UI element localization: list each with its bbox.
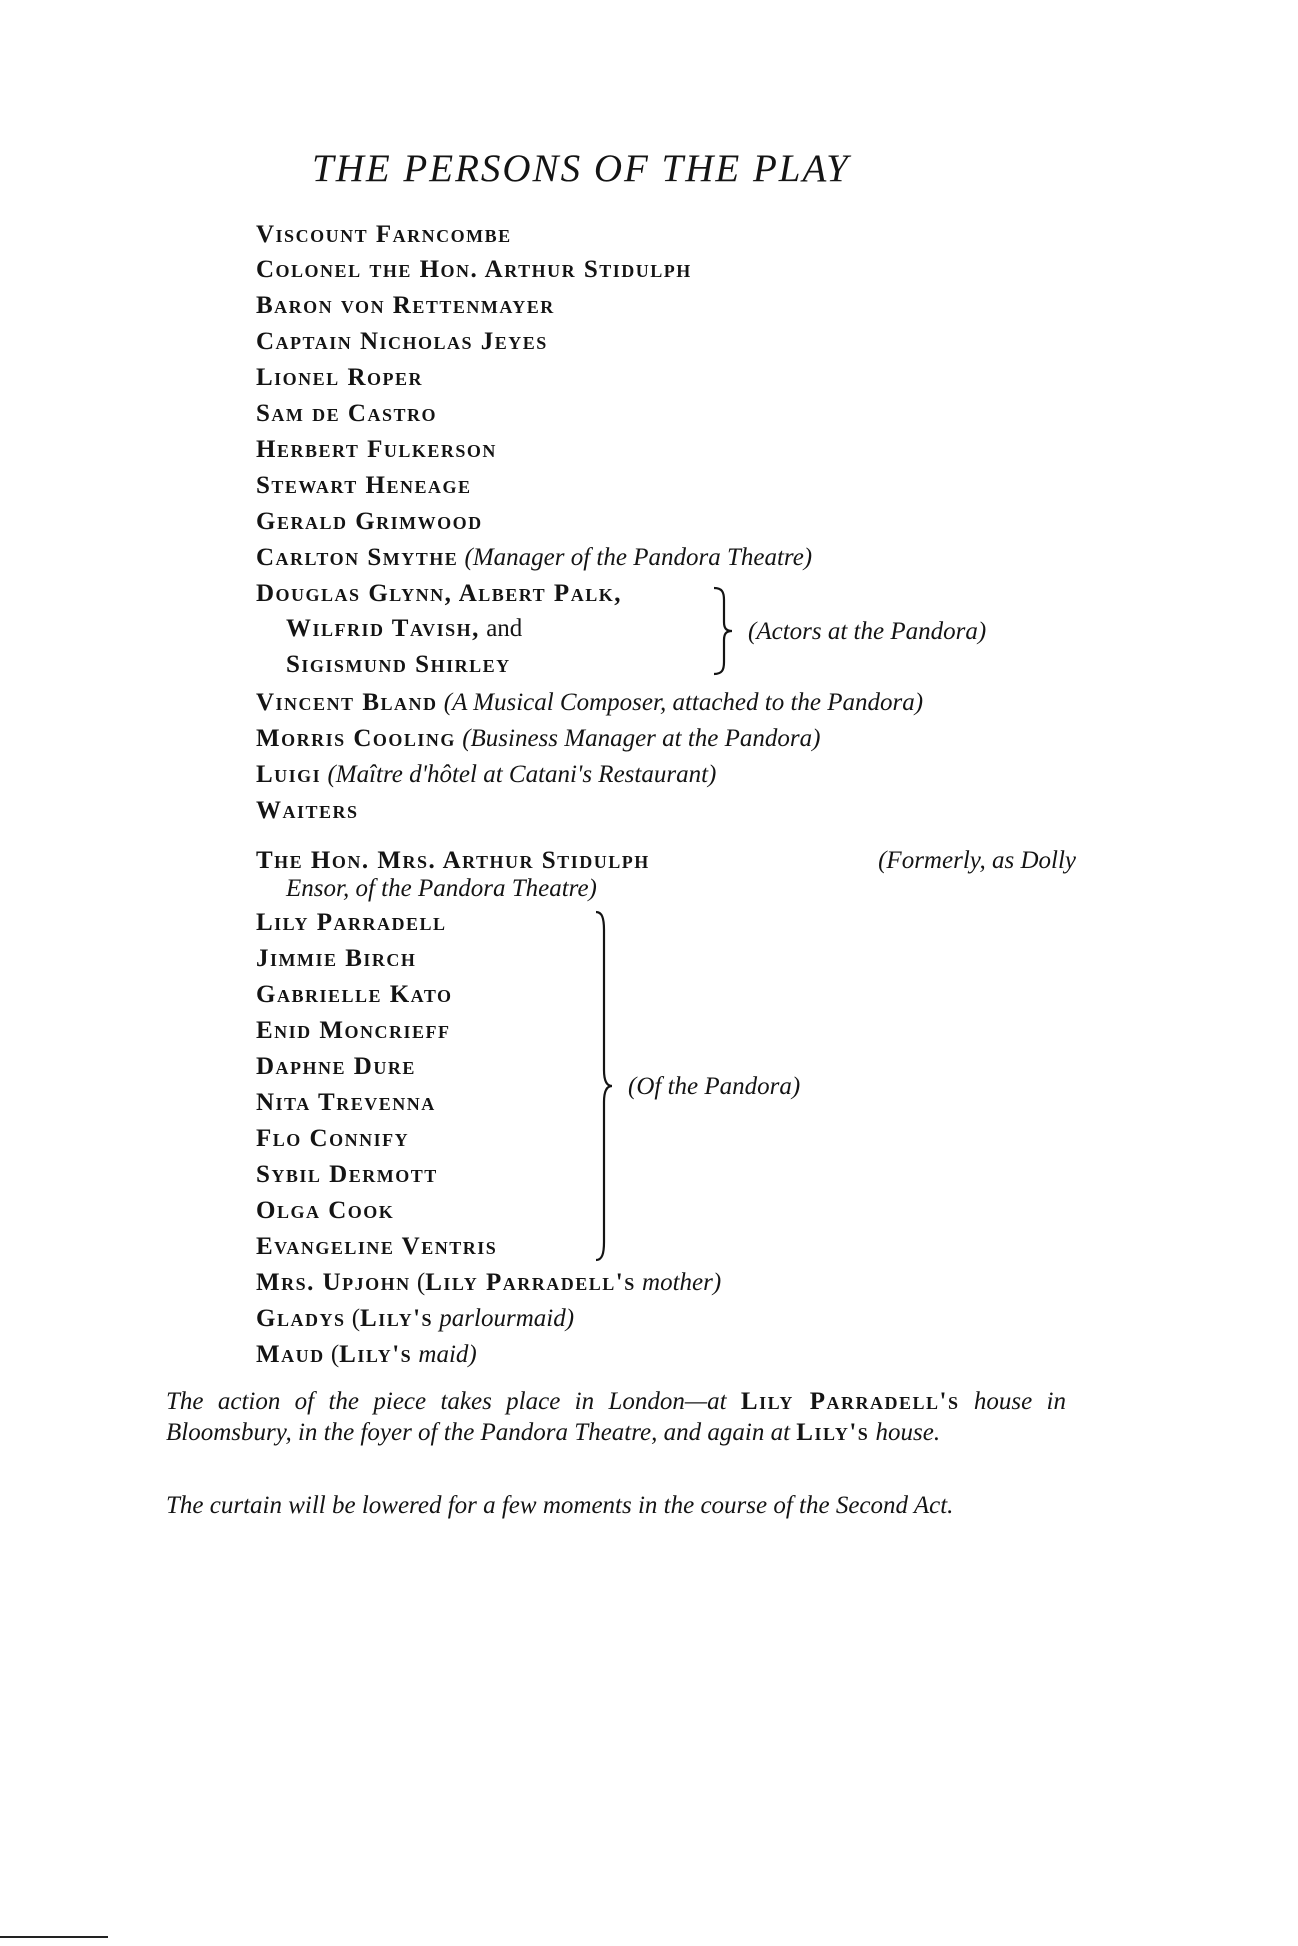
person-line: Mrs. Upjohn (Lily Parradell's mother) — [256, 1269, 722, 1296]
person-note: (A Musical Composer, attached to the Pandora) — [443, 689, 924, 716]
action-note: The action of the piece takes place in London—at Lily Parradell's house in Bloomsbury, in the foyer of the Pandora Theatre, and again at Lily's house. — [166, 1388, 1066, 1446]
person-note: parlourmaid) — [433, 1305, 575, 1332]
person-name: Lionel Roper — [256, 364, 423, 391]
person-name: Herbert Fulkerson — [256, 436, 497, 463]
person-line — [256, 329, 548, 354]
person-name: Luigi — [256, 761, 322, 788]
pandora-member: Enid Moncrieff — [256, 1017, 451, 1044]
person-name: Maud — [256, 1341, 325, 1368]
actors-line-2 — [286, 616, 522, 641]
person-line: Maud (Lily's maid) — [256, 1341, 477, 1368]
person-note: mother) — [635, 1269, 722, 1296]
person-line — [256, 473, 472, 498]
person-note: (Formerly, as Dolly — [878, 847, 1076, 874]
person-name: Gerald Grimwood — [256, 508, 483, 535]
person-name: Baron von Rettenmayer — [256, 292, 555, 319]
conjunction: and — [479, 615, 523, 642]
person-name: Colonel the Hon. Arthur Stidulph — [256, 256, 692, 283]
person-line — [256, 762, 716, 787]
person-name: Sam de Castro — [256, 400, 437, 427]
actors-line-1 — [256, 581, 622, 606]
actors-brace — [712, 586, 736, 676]
person-name: Stewart Heneage — [256, 472, 472, 499]
person-line — [256, 293, 555, 318]
person-line — [256, 365, 423, 390]
person-reference: Lily's — [360, 1305, 434, 1332]
page-title: THE PERSONS OF THE PLAY — [312, 147, 850, 190]
person-line — [256, 257, 692, 282]
pandora-member: Daphne Dure — [256, 1053, 416, 1080]
person-name: The Hon. Mrs. Arthur Stidulph — [256, 847, 650, 874]
person-line — [256, 848, 1076, 873]
person-note-continued: Ensor, of the Pandora Theatre) — [286, 875, 597, 902]
pandora-member: Sybil Dermott — [256, 1161, 438, 1188]
pandora-member: Nita Trevenna — [256, 1089, 436, 1116]
pandora-member: Jimmie Birch — [256, 945, 417, 972]
person-name: Wilfrid Tavish, — [286, 615, 480, 642]
person-note: (Manager of the Pandora Theatre) — [464, 544, 813, 571]
pandora-group-note: (Of the Pandora) — [628, 1073, 801, 1100]
actors-group-note: (Actors at the Pandora) — [748, 618, 987, 645]
bottom-rule — [0, 1936, 108, 1938]
person-name: Viscount Farncombe — [256, 221, 512, 248]
curtain-note: The curtain will be lowered for a few moments in the course of the Second Act. — [166, 1492, 954, 1519]
person-line — [256, 401, 437, 426]
person-line: Gladys (Lily's parlourmaid) — [256, 1305, 575, 1332]
person-note: (Maître d'hôtel at Catani's Restaurant) — [327, 761, 717, 788]
person-line — [256, 545, 812, 570]
pandora-brace — [592, 910, 616, 1262]
person-name: Gladys — [256, 1305, 346, 1332]
person-name: Morris Cooling — [256, 725, 456, 752]
pandora-member: Flo Connify — [256, 1125, 410, 1152]
person-name: Mrs. Upjohn — [256, 1269, 411, 1296]
person-note: (Business Manager at the Pandora) — [462, 725, 821, 752]
person-name: Vincent Bland — [256, 689, 438, 716]
actors-line-3 — [286, 652, 511, 677]
person-name: Carlton Smythe — [256, 544, 459, 571]
person-reference: Lily's — [339, 1341, 413, 1368]
pandora-member: Olga Cook — [256, 1197, 395, 1224]
person-note: maid) — [412, 1341, 477, 1368]
person-reference: Lily Parradell's — [425, 1269, 636, 1296]
person-name: Sigismund Shirley — [286, 651, 511, 678]
pandora-member: Lily Parradell — [256, 909, 447, 936]
person-line — [256, 726, 820, 751]
person-line — [256, 798, 359, 823]
person-name: Douglas Glynn, Albert Palk, — [256, 580, 622, 607]
person-line — [256, 222, 512, 247]
person-line — [256, 509, 483, 534]
pandora-member: Evangeline Ventris — [256, 1233, 498, 1260]
person-name: Waiters — [256, 797, 359, 824]
pandora-member: Gabrielle Kato — [256, 981, 453, 1008]
person-line — [256, 690, 923, 715]
person-line — [256, 437, 497, 462]
person-name: Captain Nicholas Jeyes — [256, 328, 548, 355]
